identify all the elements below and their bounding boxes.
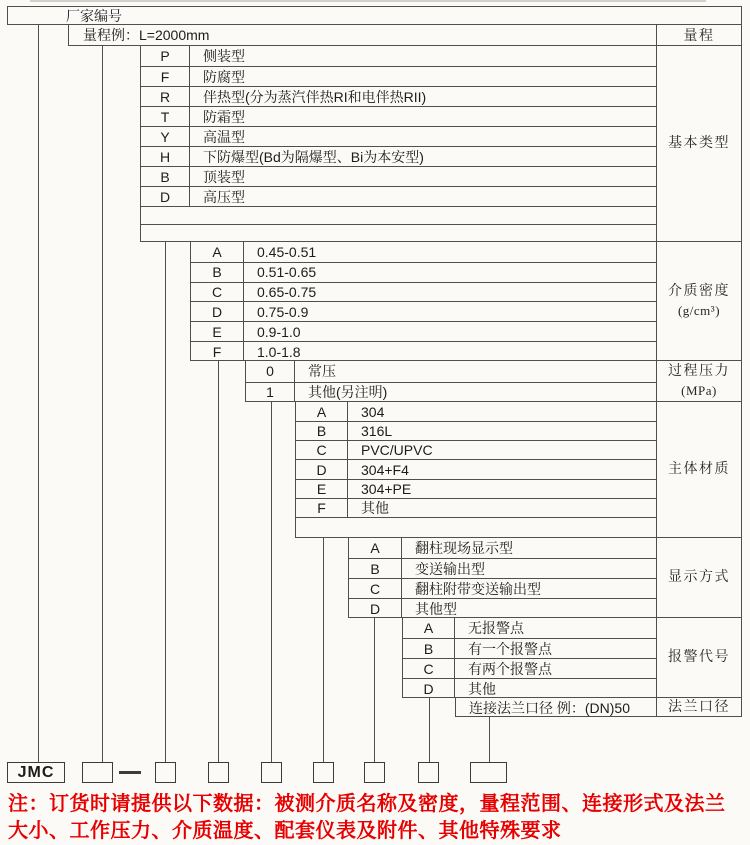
code-cell: T [141, 107, 190, 126]
description-cell: 防霜型 [203, 108, 245, 125]
connector-line [102, 46, 103, 762]
category-label-text: 报警代号 [668, 650, 730, 665]
description-cell: 无报警点 [468, 620, 524, 636]
description-cell: 其他 [468, 680, 496, 697]
code-cell: B [191, 263, 244, 282]
table-row [349, 538, 656, 558]
code-placeholder-box [418, 762, 439, 783]
table-row [191, 262, 656, 282]
blank-row [141, 206, 656, 224]
separator-dash [119, 771, 141, 774]
spec-table-display_mode [348, 538, 657, 618]
description-cell: 连接法兰口径 例：(DN)50 [469, 699, 631, 716]
code-cell: 0 [246, 361, 295, 382]
code-cell: F [141, 67, 190, 86]
category-label-range: 量程 [656, 25, 741, 45]
code-cell: C [349, 579, 402, 598]
range-example-row [68, 25, 742, 46]
spec-table-body_material [295, 402, 657, 538]
description-cell: 316L [361, 423, 393, 440]
order-note-line: 注：订货时请提供以下数据：被测介质名称及密度，量程范围、连接形式及法兰 [8, 793, 726, 815]
blank-row [141, 224, 656, 242]
table-row [246, 361, 656, 382]
code-cell: A [349, 538, 402, 558]
table-row [191, 321, 656, 341]
code-cell: A [403, 618, 455, 638]
description-cell: 翻柱现场显示型 [415, 540, 513, 556]
code-cell: C [191, 283, 244, 302]
connector-line [165, 242, 166, 762]
code-cell: F [191, 342, 244, 361]
code-placeholder-box [313, 762, 334, 783]
code-cell: C [296, 441, 348, 459]
description-cell: 1.0-1.8 [257, 343, 301, 360]
range-example-text: 量程例：L=2000mm [83, 27, 210, 43]
code-cell: R [141, 87, 190, 106]
table-row [191, 242, 656, 262]
code-cell: B [296, 422, 348, 440]
description-cell: 有一个报警点 [468, 640, 552, 657]
table-row [403, 638, 656, 658]
code-cell: D [296, 460, 348, 478]
description-cell: 伴热型(分为蒸汽伴热RI和电伴热RII) [203, 88, 427, 105]
connector-line [429, 698, 430, 762]
table-row [349, 598, 656, 618]
connector-line [271, 402, 272, 762]
table-row [141, 146, 656, 166]
code-cell: E [296, 480, 348, 498]
table-row [296, 421, 656, 440]
table-row [246, 382, 656, 403]
description-cell: 304+F4 [361, 461, 409, 478]
table-row [296, 498, 656, 517]
description-cell: 304 [361, 403, 385, 420]
description-cell: 下防爆型(Bd为隔爆型、Bi为本安型) [203, 148, 424, 165]
code-cell: D [403, 679, 455, 698]
description-cell: 其他型 [415, 600, 457, 617]
table-row [296, 459, 656, 478]
category-label-text: 介质密度 [668, 284, 730, 299]
category-label-text: 显示方式 [668, 570, 730, 585]
order-note-line: 大小、工作压力、介质温度、配套仪表及附件、其他特殊要求 [8, 820, 562, 842]
code-placeholder-box [155, 762, 176, 783]
description-cell: PVC/UPVC [361, 442, 433, 459]
table-row [191, 282, 656, 302]
category-label-text: 法兰口径 [668, 699, 730, 715]
code-cell: F [296, 499, 348, 517]
description-cell: 0.9-1.0 [257, 323, 301, 340]
spec-table-medium_density [190, 242, 657, 361]
table-row [403, 618, 656, 638]
description-cell: 有两个报警点 [468, 660, 552, 677]
table-row [349, 578, 656, 598]
connector-line [38, 25, 39, 762]
code-placeholder-box [364, 762, 385, 783]
spec-table-basic_type [140, 46, 657, 242]
code-cell: H [141, 147, 190, 166]
category-label-basic_type [657, 46, 742, 242]
code-cell: B [403, 639, 455, 658]
page-top-edge-line [30, 0, 706, 2]
category-label-alarm_code [657, 618, 742, 698]
model-prefix-box: JMC [7, 762, 65, 783]
connector-line [374, 618, 375, 762]
spec-table-flange_size [455, 698, 657, 717]
table-row [296, 479, 656, 498]
code-cell: C [403, 659, 455, 678]
description-cell: 顶装型 [203, 168, 245, 185]
spec-table-alarm_code [402, 618, 657, 698]
category-label-medium_density [657, 242, 742, 361]
description-cell: 常压 [308, 363, 336, 380]
table-row [141, 166, 656, 186]
table-row [349, 558, 656, 578]
table-row [403, 678, 656, 698]
range-placeholder-box [82, 762, 113, 783]
code-cell: Y [141, 127, 190, 146]
code-cell: B [349, 559, 402, 578]
code-cell: B [141, 167, 190, 186]
code-cell: 1 [246, 383, 295, 403]
code-cell: P [141, 46, 190, 66]
description-cell: 其他(另注明) [308, 384, 388, 401]
code-cell: D [349, 599, 402, 618]
category-label-subtext: (g/cm³) [677, 303, 721, 318]
code-cell: D [141, 187, 190, 206]
description-cell: 0.75-0.9 [257, 303, 309, 320]
table-row [191, 341, 656, 361]
category-label-text: 主体材质 [668, 462, 730, 477]
connector-line [489, 717, 490, 762]
description-cell: 0.65-0.75 [257, 284, 317, 301]
description-cell: 防腐型 [203, 68, 245, 85]
description-cell: 高温型 [203, 128, 245, 145]
table-row [141, 126, 656, 146]
connector-line [323, 538, 324, 762]
table-row [296, 440, 656, 459]
description-cell: 翻柱附带变送输出型 [415, 580, 541, 597]
category-label-text: 过程压力 [668, 364, 730, 379]
table-row [141, 46, 656, 66]
table-row [296, 402, 656, 421]
table-row [141, 86, 656, 106]
description-cell: 其他 [361, 499, 389, 516]
description-cell: 侧装型 [203, 48, 245, 64]
description-cell: 高压型 [203, 188, 245, 205]
table-row [141, 66, 656, 86]
manufacturer-code-box [7, 6, 742, 25]
description-cell: 0.45-0.51 [257, 243, 317, 260]
code-placeholder-box [261, 762, 282, 783]
blank-row [296, 517, 656, 538]
table-row [191, 301, 656, 321]
code-cell: A [191, 242, 244, 262]
category-label-display_mode [657, 538, 742, 618]
category-label-flange_size [657, 698, 742, 717]
connector-line [218, 361, 219, 762]
table-row [456, 698, 656, 717]
table-row [403, 658, 656, 678]
code-placeholder-box [208, 762, 229, 783]
code-cell: E [191, 322, 244, 341]
description-cell: 0.51-0.65 [257, 264, 317, 281]
table-row [141, 106, 656, 126]
spec-table-process_pressure [245, 361, 657, 402]
table-row [141, 186, 656, 206]
category-label-subtext: (MPa) [681, 383, 717, 398]
code-cell: D [191, 302, 244, 321]
description-cell: 304+PE [361, 480, 412, 497]
category-label-body_material [657, 402, 742, 538]
description-cell: 变送输出型 [415, 560, 485, 577]
category-label-text: 基本类型 [668, 136, 730, 151]
manufacturer-code-label: 厂家编号 [66, 7, 122, 24]
category-label-process_pressure [657, 361, 742, 402]
code-cell: A [296, 402, 348, 421]
flange-placeholder-box [470, 762, 507, 783]
